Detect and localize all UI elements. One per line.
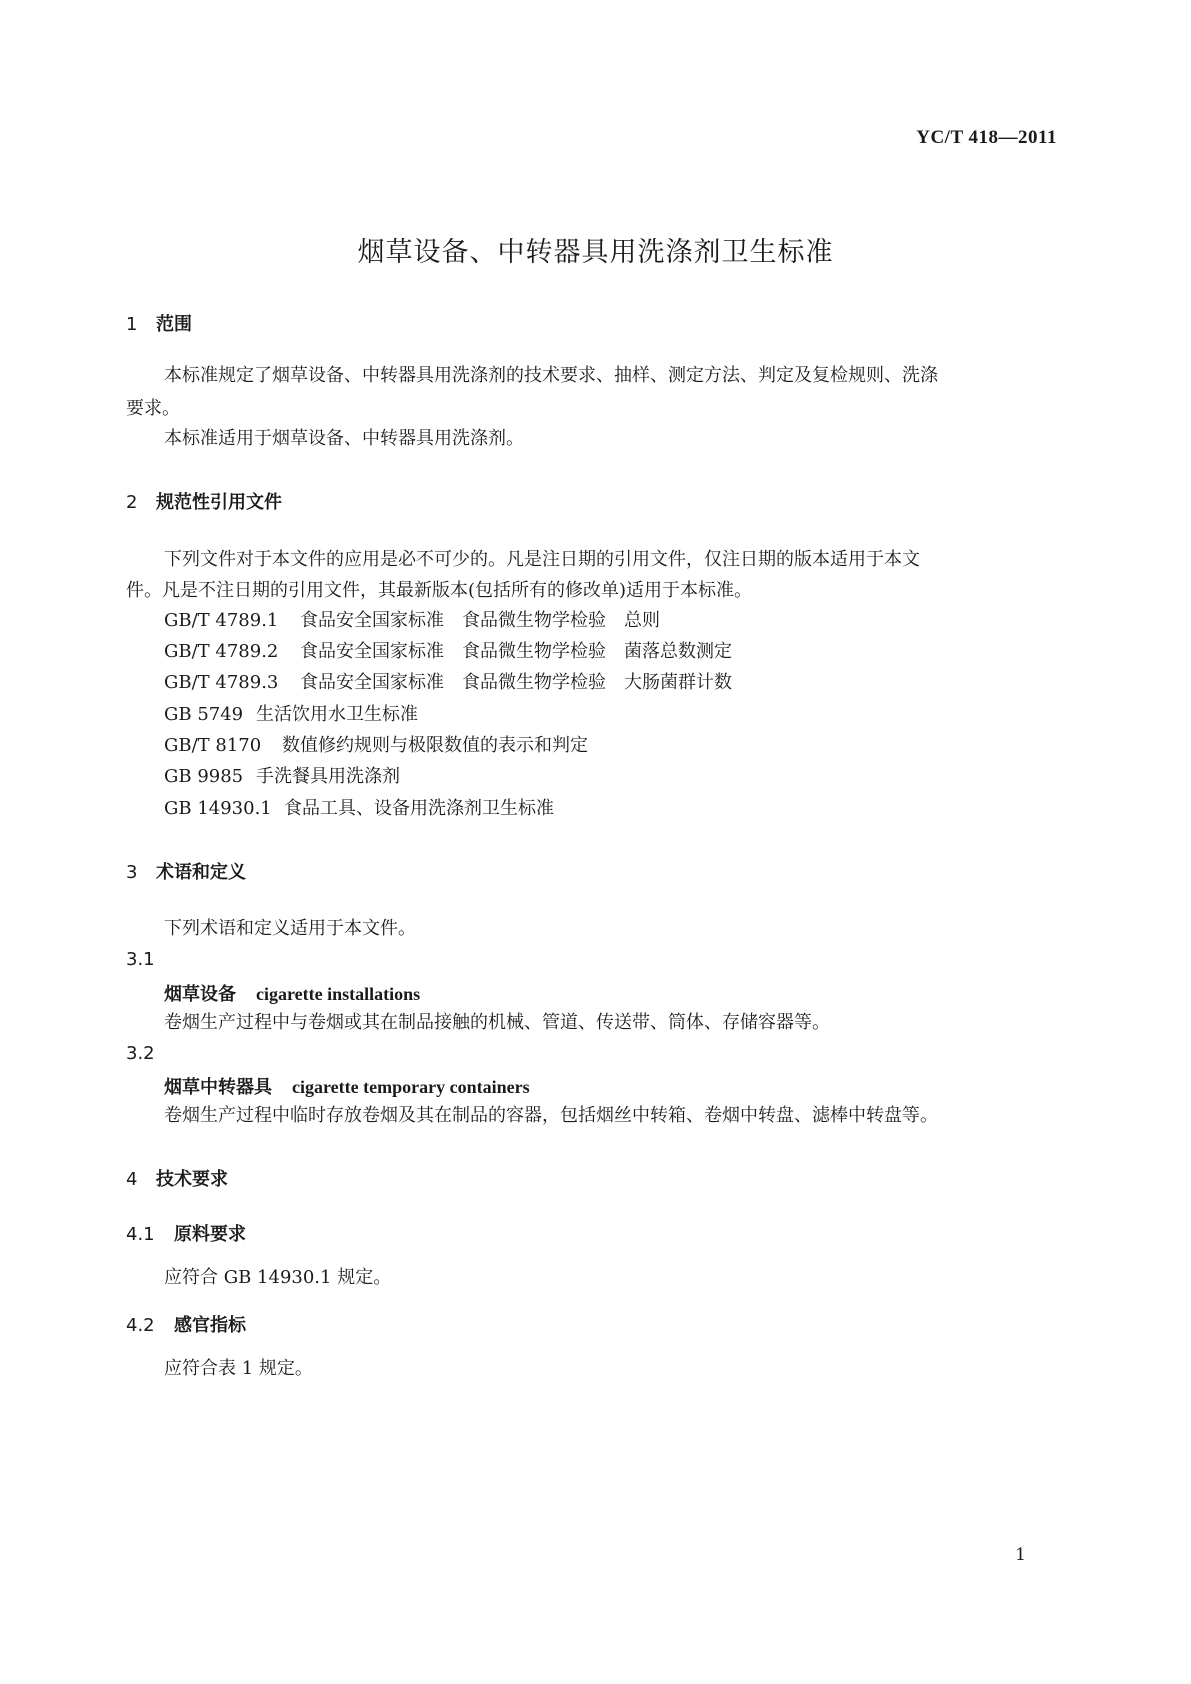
- section-1-heading: [126, 310, 192, 336]
- subsection-number: 4.2: [126, 1315, 155, 1336]
- section-title: 术语和定义: [156, 862, 246, 883]
- term-chinese: 烟草中转器具: [164, 1077, 272, 1098]
- subsection-4-2-heading: [126, 1311, 246, 1337]
- reference-code: GB/T 4789.2: [164, 641, 279, 662]
- reference-title: 食品安全国家标准 食品微生物学检验 大肠菌群计数: [300, 672, 732, 693]
- section-3-heading: [126, 858, 246, 884]
- subsection-number: 4.1: [126, 1224, 155, 1245]
- term-number: [126, 949, 155, 970]
- reference-code: GB/T 8170: [164, 735, 262, 756]
- reference-item: [164, 760, 400, 793]
- term-heading: [164, 980, 420, 1006]
- reference-title: 数值修约规则与极限数值的表示和判定: [282, 735, 588, 756]
- subsection-title: 感官指标: [174, 1315, 246, 1336]
- reference-code: GB 14930.1: [164, 798, 272, 819]
- section-4-heading: [126, 1165, 228, 1191]
- term-number: [126, 1043, 155, 1064]
- reference-title: 食品工具、设备用洗涤剂卫生标准: [284, 798, 554, 819]
- section-number: 4: [126, 1169, 138, 1190]
- term-number-text: 3.2: [126, 1043, 155, 1064]
- document-title: 烟草设备、中转器具用洗涤剂卫生标准: [357, 237, 834, 268]
- reference-code: GB 5749: [164, 704, 244, 725]
- subsection-4-2-text: 应符合表 1 规定。: [164, 1358, 313, 1379]
- reference-title: 食品安全国家标准 食品微生物学检验 菌落总数测定: [300, 641, 732, 662]
- section-title: 技术要求: [156, 1169, 228, 1190]
- reference-item: [164, 698, 418, 731]
- reference-item: [164, 729, 588, 762]
- subsection-4-1-heading: [126, 1220, 246, 1246]
- section-1-paragraph-2: 本标准适用于烟草设备、中转器具用洗涤剂。: [164, 428, 524, 449]
- reference-title: 生活饮用水卫生标准: [256, 704, 418, 725]
- term-chinese: 烟草设备: [164, 984, 236, 1005]
- term-definition: 卷烟生产过程中与卷烟或其在制品接触的机械、管道、传送带、筒体、存储容器等。: [164, 1012, 830, 1033]
- subsection-title: 原料要求: [174, 1224, 246, 1245]
- reference-code: GB/T 4789.3: [164, 672, 279, 693]
- reference-item: [164, 604, 660, 637]
- section-title: 规范性引用文件: [156, 492, 282, 513]
- standard-code: YC/T 418—2011: [916, 127, 1057, 148]
- page-number: 1: [1015, 1545, 1026, 1565]
- section-1-paragraph-1-line-2: 要求。: [126, 398, 180, 419]
- section-title: 范围: [156, 314, 192, 335]
- reference-item: [164, 635, 732, 668]
- reference-code: GB 9985: [164, 766, 244, 787]
- term-number-text: 3.1: [126, 949, 155, 970]
- section-number: 2: [126, 492, 138, 513]
- section-1-paragraph-1-line-1: 本标准规定了烟草设备、中转器具用洗涤剂的技术要求、抽样、测定方法、判定及复检规则、洗涤: [164, 365, 938, 386]
- reference-code: GB/T 4789.1: [164, 610, 279, 631]
- section-3-intro: 下列术语和定义适用于本文件。: [164, 918, 416, 939]
- section-2-intro-line-2: 件。凡是不注日期的引用文件，其最新版本(包括所有的修改单)适用于本标准。: [126, 580, 753, 601]
- term-english: cigarette installations: [256, 984, 421, 1004]
- reference-title: 食品安全国家标准 食品微生物学检验 总则: [300, 610, 660, 631]
- term-english: cigarette temporary containers: [292, 1077, 530, 1097]
- section-2-heading: [126, 488, 282, 514]
- reference-item: [164, 792, 554, 825]
- section-number: 3: [126, 862, 138, 883]
- reference-item: [164, 666, 732, 699]
- term-definition: 卷烟生产过程中临时存放卷烟及其在制品的容器，包括烟丝中转箱、卷烟中转盘、滤棒中转盘等。: [164, 1105, 938, 1126]
- section-number: 1: [126, 314, 138, 335]
- section-2-intro-line-1: 下列文件对于本文件的应用是必不可少的。凡是注日期的引用文件，仅注日期的版本适用于本文: [164, 549, 920, 570]
- subsection-4-1-text: 应符合 GB 14930.1 规定。: [164, 1267, 392, 1288]
- term-heading: [164, 1073, 530, 1099]
- reference-title: 手洗餐具用洗涤剂: [256, 766, 400, 787]
